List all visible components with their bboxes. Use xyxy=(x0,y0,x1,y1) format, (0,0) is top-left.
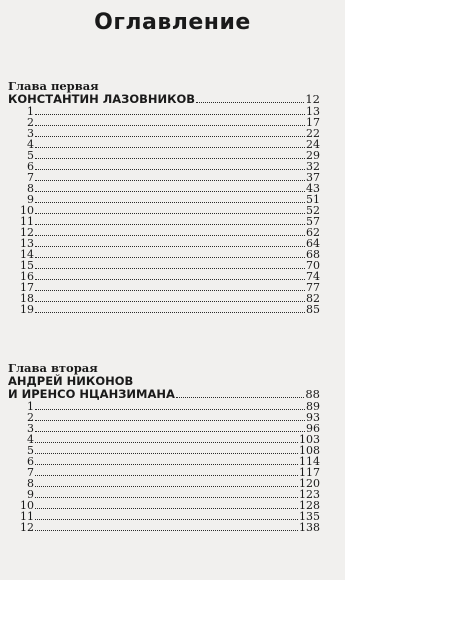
dot-leader xyxy=(35,260,305,269)
dot-leader xyxy=(35,117,305,126)
section-number: 5 xyxy=(27,444,34,457)
section-page-number: 117 xyxy=(299,466,320,479)
dot-leader xyxy=(35,205,305,214)
section-number: 9 xyxy=(27,193,34,206)
toc-entry xyxy=(8,467,320,478)
dot-leader xyxy=(35,423,305,432)
dot-leader xyxy=(35,522,298,531)
toc-entry xyxy=(8,423,320,434)
toc-entry xyxy=(8,434,320,445)
chapter-label: Глава первая xyxy=(8,79,99,93)
section-page-number: 82 xyxy=(306,292,320,305)
toc-entry xyxy=(8,489,320,500)
dot-leader xyxy=(35,456,298,465)
toc-entry xyxy=(8,161,320,172)
toc-entry xyxy=(8,412,320,423)
toc-entry xyxy=(8,304,320,315)
toc-entry xyxy=(8,260,320,271)
section-number: 1 xyxy=(27,105,34,118)
chapter-page-number: 12 xyxy=(305,92,320,106)
chapter-title: КОНСТАНТИН ЛАЗОВНИКОВ xyxy=(8,92,196,106)
dot-leader xyxy=(176,389,304,398)
toc-entry xyxy=(8,500,320,511)
section-number: 11 xyxy=(20,510,34,523)
dot-leader xyxy=(35,489,298,498)
section-page-number: 43 xyxy=(306,182,320,195)
dot-leader xyxy=(35,445,298,454)
dot-leader xyxy=(35,227,305,236)
dot-leader xyxy=(35,106,305,115)
section-number: 2 xyxy=(27,116,34,129)
section-page-number: 114 xyxy=(299,455,320,468)
toc-entry xyxy=(8,183,320,194)
section-page-number: 120 xyxy=(299,477,320,490)
toc-entry xyxy=(8,194,320,205)
dot-leader xyxy=(35,293,305,302)
section-page-number: 96 xyxy=(306,422,320,435)
section-number: 5 xyxy=(27,149,34,162)
toc-entry xyxy=(8,172,320,183)
section-number: 12 xyxy=(20,226,34,239)
section-page-number: 128 xyxy=(299,499,320,512)
section-number: 6 xyxy=(27,160,34,173)
section-number: 10 xyxy=(20,204,34,217)
toc-entry xyxy=(8,205,320,216)
section-number: 12 xyxy=(20,521,34,534)
section-page-number: 89 xyxy=(306,400,320,413)
dot-leader xyxy=(35,238,305,247)
chapter-block xyxy=(8,80,320,315)
section-page-number: 77 xyxy=(306,281,320,294)
dot-leader xyxy=(35,478,298,487)
section-number: 7 xyxy=(27,466,34,479)
dot-leader xyxy=(196,94,304,103)
section-number: 14 xyxy=(20,248,34,261)
section-number: 1 xyxy=(27,400,34,413)
toc-entry xyxy=(8,293,320,304)
section-number: 2 xyxy=(27,411,34,424)
section-number: 10 xyxy=(20,499,34,512)
section-page-number: 22 xyxy=(306,127,320,140)
section-page-number: 29 xyxy=(306,149,320,162)
section-number: 4 xyxy=(27,433,34,446)
section-page-number: 62 xyxy=(306,226,320,239)
section-number: 19 xyxy=(20,303,34,316)
dot-leader xyxy=(35,194,305,203)
toc-entry xyxy=(8,271,320,282)
toc-entry xyxy=(8,456,320,467)
section-page-number: 37 xyxy=(306,171,320,184)
toc-entry xyxy=(8,522,320,533)
toc-entry xyxy=(8,227,320,238)
section-page-number: 51 xyxy=(306,193,320,206)
section-number: 17 xyxy=(20,281,34,294)
section-number: 8 xyxy=(27,477,34,490)
section-page-number: 103 xyxy=(299,433,320,446)
chapter-title-line xyxy=(8,93,320,106)
section-page-number: 64 xyxy=(306,237,320,250)
section-number: 4 xyxy=(27,138,34,151)
dot-leader xyxy=(35,216,305,225)
section-number: 15 xyxy=(20,259,34,272)
section-number: 18 xyxy=(20,292,34,305)
toc-entry xyxy=(8,139,320,150)
dot-leader xyxy=(35,249,305,258)
section-page-number: 32 xyxy=(306,160,320,173)
section-number: 11 xyxy=(20,215,34,228)
dot-leader xyxy=(35,467,298,476)
section-number: 6 xyxy=(27,455,34,468)
section-page-number: 135 xyxy=(299,510,320,523)
toc-entry xyxy=(8,106,320,117)
section-number: 3 xyxy=(27,127,34,140)
section-page-number: 24 xyxy=(306,138,320,151)
chapter-title: АНДРЕЙ НИКОНОВ xyxy=(8,374,134,388)
section-number: 16 xyxy=(20,270,34,283)
dot-leader xyxy=(35,401,305,410)
section-page-number: 70 xyxy=(306,259,320,272)
section-number: 8 xyxy=(27,182,34,195)
dot-leader xyxy=(35,172,305,181)
section-page-number: 52 xyxy=(306,204,320,217)
toc-entry xyxy=(8,401,320,412)
section-number: 7 xyxy=(27,171,34,184)
chapter-label: Глава вторая xyxy=(8,361,98,375)
toc-entry xyxy=(8,150,320,161)
section-number: 13 xyxy=(20,237,34,250)
dot-leader xyxy=(35,500,298,509)
dot-leader xyxy=(35,183,305,192)
section-page-number: 57 xyxy=(306,215,320,228)
toc-entry xyxy=(8,216,320,227)
dot-leader xyxy=(35,128,305,137)
dot-leader xyxy=(35,511,298,520)
toc-entry xyxy=(8,282,320,293)
section-number: 9 xyxy=(27,488,34,501)
chapter-block xyxy=(8,362,320,533)
section-page-number: 108 xyxy=(299,444,320,457)
dot-leader xyxy=(35,434,298,443)
section-page-number: 85 xyxy=(306,303,320,316)
section-page-number: 123 xyxy=(299,488,320,501)
section-page-number: 138 xyxy=(299,521,320,534)
section-page-number: 17 xyxy=(306,116,320,129)
section-page-number: 68 xyxy=(306,248,320,261)
dot-leader xyxy=(35,139,305,148)
toc-entry xyxy=(8,238,320,249)
dot-leader xyxy=(35,282,305,291)
section-page-number: 93 xyxy=(306,411,320,424)
toc-entry xyxy=(8,478,320,489)
section-number: 3 xyxy=(27,422,34,435)
section-page-number: 13 xyxy=(306,105,320,118)
dot-leader xyxy=(35,304,305,313)
dot-leader xyxy=(35,150,305,159)
toc-entry xyxy=(8,117,320,128)
page-title: Оглавление xyxy=(94,10,251,35)
chapter-title: И ИРЕНСО НЦАНЗИМАНА xyxy=(8,387,175,401)
toc-entry xyxy=(8,249,320,260)
dot-leader xyxy=(35,412,305,421)
dot-leader xyxy=(35,161,305,170)
toc-entry xyxy=(8,128,320,139)
toc-entry xyxy=(8,511,320,522)
toc-entry xyxy=(8,445,320,456)
chapter-page-number: 88 xyxy=(305,387,320,401)
chapter-title-line xyxy=(8,388,320,401)
section-page-number: 74 xyxy=(306,270,320,283)
dot-leader xyxy=(35,271,305,280)
